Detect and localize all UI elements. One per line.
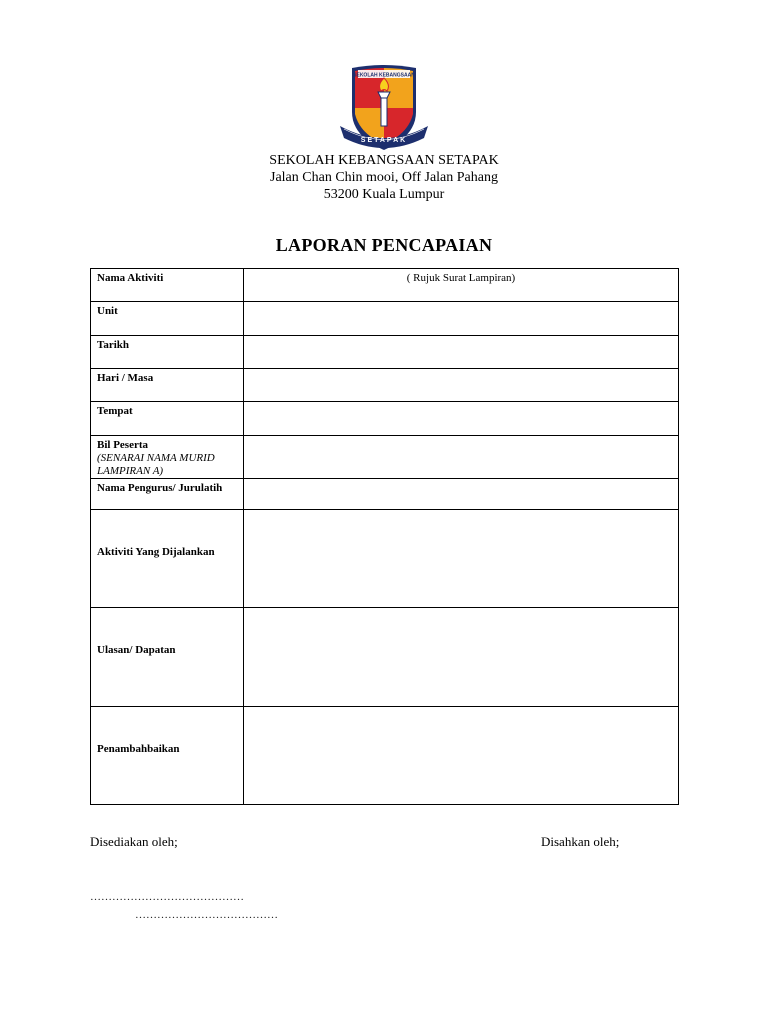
table-row — [91, 608, 679, 707]
value-aktiviti-dijalankan[interactable] — [244, 510, 679, 608]
value-hari-masa[interactable] — [244, 369, 679, 402]
value-unit[interactable] — [244, 302, 679, 336]
report-table — [90, 268, 679, 805]
school-header — [0, 152, 768, 203]
approved-by-signature-line: ………………………………… — [135, 909, 278, 921]
label-nama-aktiviti: Nama Aktiviti — [91, 269, 244, 302]
table-row — [91, 369, 679, 402]
value-tempat[interactable] — [244, 402, 679, 436]
label-tempat: Tempat — [91, 402, 244, 436]
table-row — [91, 269, 679, 302]
school-address-line1: Jalan Chan Chin mooi, Off Jalan Pahang — [270, 170, 498, 185]
value-ulasan-dapatan[interactable] — [244, 608, 679, 707]
school-name: SEKOLAH KEBANGSAAN SETAPAK — [269, 153, 499, 168]
school-address-line2: 53200 Kuala Lumpur — [323, 187, 445, 202]
crest-top-text: SEKOLAH KEBANGSAAN — [353, 72, 415, 79]
table-row — [91, 336, 679, 369]
label-penambahbaikan: Penambahbaikan — [91, 707, 244, 805]
label-hari-masa: Hari / Masa — [91, 369, 244, 402]
table-row — [91, 402, 679, 436]
report-title: LAPORAN PENCAPAIAN — [275, 235, 493, 255]
value-nama-pengurus[interactable] — [244, 479, 679, 510]
label-aktiviti-dijalankan: Aktiviti Yang Dijalankan — [91, 510, 244, 608]
school-crest-logo — [334, 62, 434, 154]
table-row — [91, 479, 679, 510]
table-row — [91, 436, 679, 479]
approved-by-label: Disahkan oleh; — [541, 834, 620, 849]
label-bil-peserta — [91, 436, 244, 479]
value-penambahbaikan[interactable] — [244, 707, 679, 805]
prepared-by-signature-line: …………………………………… — [90, 891, 244, 903]
label-bil-peserta-text: Bil Peserta — [97, 439, 149, 451]
value-nama-aktiviti[interactable]: ( Rujuk Surat Lampiran) — [244, 269, 679, 302]
label-ulasan-dapatan: Ulasan/ Dapatan — [91, 608, 244, 707]
table-row — [91, 302, 679, 336]
label-unit: Unit — [91, 302, 244, 336]
crest-ribbon-text: SETAPAK — [360, 137, 408, 144]
prepared-by-label: Disediakan oleh; — [90, 834, 178, 849]
table-row — [91, 707, 679, 805]
label-bil-peserta-note: (SENARAI NAMA MURID LAMPIRAN A) — [97, 452, 215, 477]
label-nama-pengurus: Nama Pengurus/ Jurulatih — [91, 479, 244, 510]
value-bil-peserta[interactable] — [244, 436, 679, 479]
value-tarikh[interactable] — [244, 336, 679, 369]
table-row — [91, 510, 679, 608]
label-tarikh: Tarikh — [91, 336, 244, 369]
